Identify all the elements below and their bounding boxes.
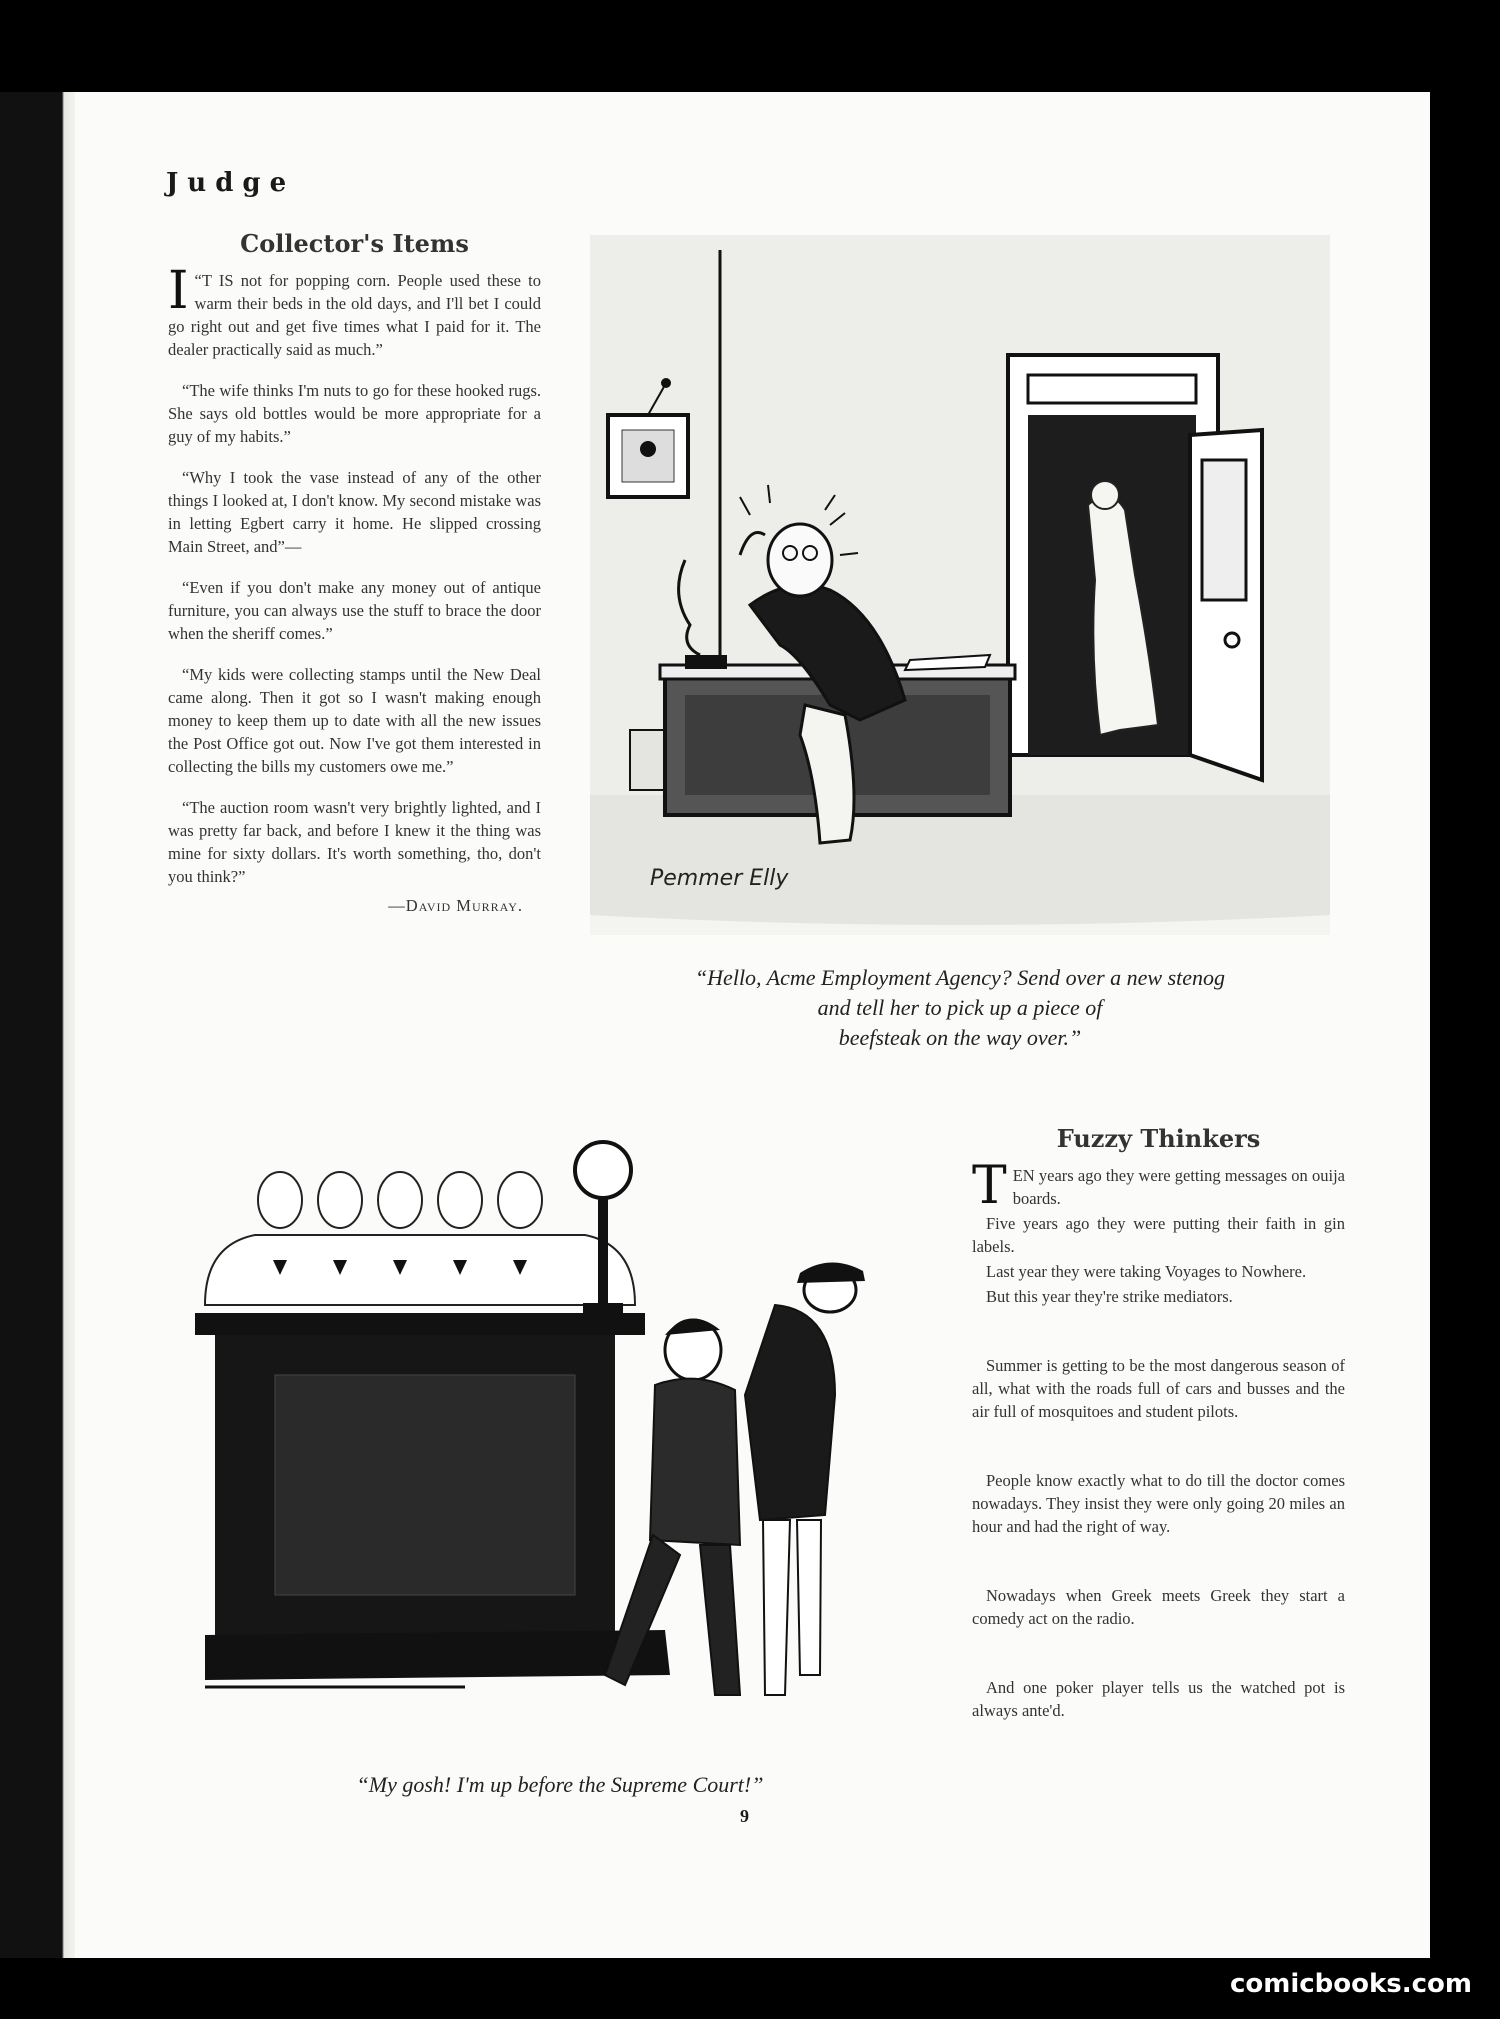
collectors-items-attribution: —David Murray. bbox=[388, 896, 523, 915]
caption-line: and tell her to pick up a piece of bbox=[817, 995, 1103, 1020]
fuzzy-thinkers-paragraph: Nowadays when Greek meets Greek they start a comedy act on the radio. bbox=[972, 1586, 1345, 1628]
caption-line: beefsteak on the way over.” bbox=[838, 1025, 1082, 1050]
office-cartoon-caption bbox=[590, 963, 1330, 1053]
watermark: comicbooks.com bbox=[1229, 1969, 1472, 1999]
fuzzy-thinkers-paragraph: People know exactly what to do till the doctor comes nowadays. They insist they were only going 20 miles an hour and had the right of way. bbox=[972, 1471, 1345, 1536]
fuzzy-thinkers-paragraph: And one poker player tells us the watched pot is always ante'd. bbox=[972, 1678, 1345, 1720]
office-cartoon bbox=[590, 235, 1330, 935]
left-page-edge bbox=[0, 92, 75, 1958]
fuzzy-thinkers-paragraph: Five years ago they were putting their faith in gin labels. bbox=[972, 1214, 1345, 1256]
magazine-header: Judge bbox=[166, 168, 296, 198]
fuzzy-thinkers-column bbox=[972, 1124, 1345, 1740]
cartoon-signature: Pemmer Elly bbox=[650, 866, 789, 891]
collectors-items-column bbox=[168, 229, 541, 917]
office-cartoon-illustration bbox=[590, 235, 1330, 935]
cartoon-signature: DUNKEL bbox=[205, 1659, 288, 1680]
fuzzy-thinkers-paragraph: Summer is getting to be the most dangerous season of all, what with the roads full of cars and busses and the air full of mosquitoes and student pilots. bbox=[972, 1356, 1345, 1421]
drop-cap: I bbox=[168, 261, 189, 321]
collectors-items-paragraph: “The wife thinks I'm nuts to go for these hooked rugs. She says old bottles would be more appropriate for a guy of my habits.” bbox=[168, 381, 541, 446]
court-cartoon bbox=[185, 1135, 945, 1755]
court-cartoon-illustration bbox=[185, 1135, 945, 1755]
fuzzy-thinkers-paragraph: But this year they're strike mediators. bbox=[986, 1287, 1233, 1306]
collectors-items-paragraph: “My kids were collecting stamps until the New Deal came along. Then it got so I wasn't making enough money to keep them up to date with all the new issues the Post Office got out. Now I've got them interested in collecting the bills my customers owe me.” bbox=[168, 665, 541, 776]
fuzzy-thinkers-title: Fuzzy Thinkers bbox=[1056, 1124, 1261, 1153]
collectors-items-title: Collector's Items bbox=[240, 229, 469, 258]
page-number: 9 bbox=[740, 1806, 749, 1826]
collectors-items-paragraph: I “T IS not for popping corn. People used these to warm their beds in the old days, and I'll bet I could go right out and get five times what I paid for it. The dealer practically said as much.” bbox=[168, 261, 541, 359]
fuzzy-thinkers-paragraph: TEN years ago they were getting messages on ouija boards. bbox=[972, 1156, 1345, 1216]
fuzzy-thinkers-paragraph: Last year they were taking Voyages to Nowhere. bbox=[986, 1262, 1307, 1281]
collectors-items-paragraph: “Why I took the vase instead of any of the other things I looked at, I don't know. My second mistake was in letting Egbert carry it home. He slipped crossing Main Street, and”— bbox=[168, 468, 541, 556]
court-cartoon-caption: “My gosh! I'm up before the Supreme Court!” bbox=[356, 1772, 764, 1797]
collectors-items-paragraph: “Even if you don't make any money out of antique furniture, you can always use the stuff to brace the door when the sheriff comes.” bbox=[168, 578, 541, 643]
drop-cap: T bbox=[972, 1156, 1007, 1216]
caption-line: “Hello, Acme Employment Agency? Send over a new stenog bbox=[694, 965, 1226, 990]
collectors-items-paragraph: “The auction room wasn't very brightly lighted, and I was pretty far back, and before I knew it the thing was mine for sixty dollars. It's worth something, tho, don't you think?” bbox=[168, 798, 541, 886]
